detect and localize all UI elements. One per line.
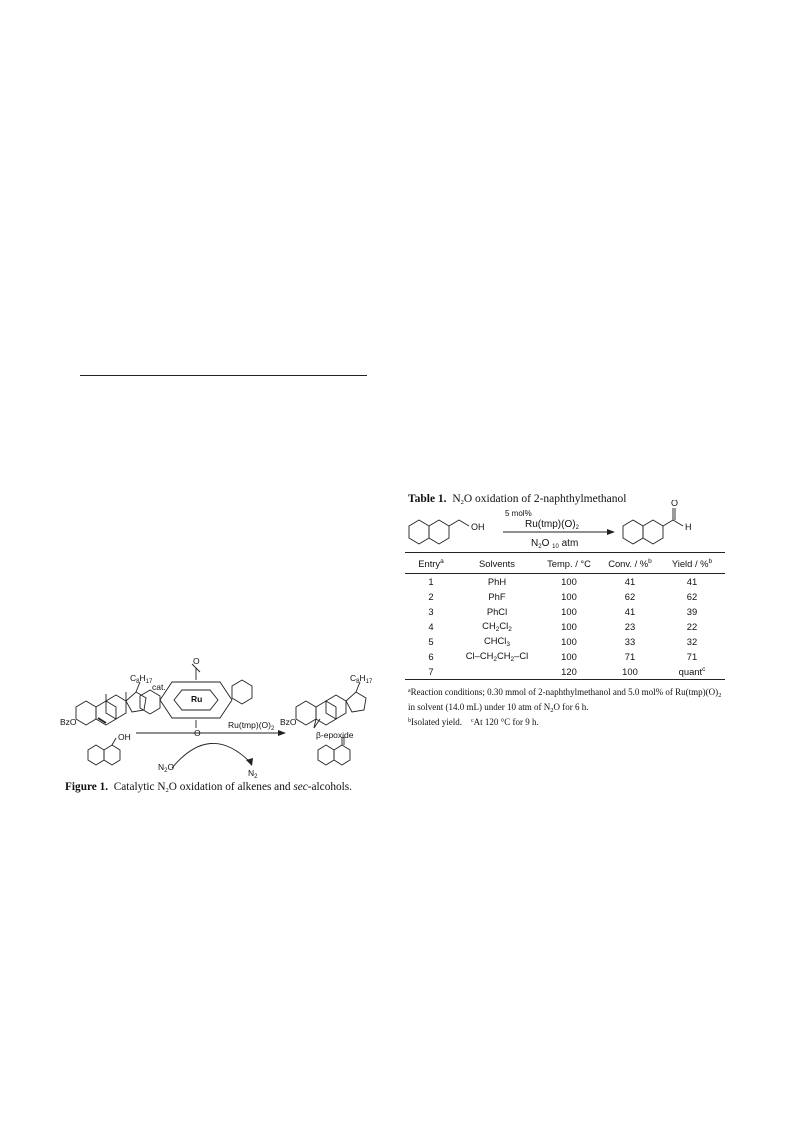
product-h: H bbox=[685, 522, 692, 532]
footnote-bc: $^b$Isolated yield. $^c$At 120 °C for 9 h. bbox=[408, 717, 539, 727]
cell-temp: 120 bbox=[561, 666, 577, 677]
cell-entry: 3 bbox=[428, 606, 434, 617]
cell-entry: 5 bbox=[428, 636, 434, 647]
cell-temp: 100 bbox=[561, 606, 577, 617]
figure-label: Figure 1. bbox=[65, 781, 109, 793]
header-solvents: Solvents bbox=[479, 557, 515, 569]
footnote-a: $^a$Reaction conditions; 0.30 mmol of 2-naphthylmethanol and 5.0 mol% of $Ru(tmp)(O)_2$ in solvent (14.0 mL) under 10 atm of $N_2O$ for 6 h. bbox=[408, 687, 722, 714]
cell-solvent: $CH_2Cl_2$ bbox=[482, 620, 512, 633]
table-header-row bbox=[405, 553, 725, 573]
header-conv: Conv. / %$^b$ bbox=[608, 557, 652, 569]
cell-solvent: PhF bbox=[488, 591, 506, 602]
cell-conv: 33 bbox=[624, 636, 636, 647]
section-rule bbox=[80, 375, 367, 376]
cell-yield: 62 bbox=[686, 591, 698, 602]
cell-conv: 62 bbox=[624, 591, 636, 602]
product-o: O bbox=[671, 500, 679, 508]
cell-conv: 71 bbox=[624, 651, 636, 662]
oxo-top: O bbox=[193, 656, 200, 666]
table-bottom-rule bbox=[405, 679, 725, 680]
table-row bbox=[405, 574, 725, 589]
cell-temp: 100 bbox=[561, 636, 577, 647]
cell-yield: 41 bbox=[686, 576, 698, 587]
results-table bbox=[405, 552, 725, 680]
table-title-1: N bbox=[452, 493, 461, 505]
cell-entry: 4 bbox=[428, 621, 434, 632]
cell-solvent: PhCl bbox=[486, 606, 508, 617]
table-row bbox=[405, 664, 725, 679]
cell-solvent: CHCl$_3$ bbox=[483, 635, 511, 648]
steroid-substrate bbox=[76, 682, 146, 725]
figure-caption bbox=[65, 781, 395, 794]
table-row bbox=[405, 589, 725, 604]
cell-temp: 100 bbox=[561, 651, 577, 662]
table-body bbox=[405, 574, 725, 679]
substrate-oh: OH bbox=[471, 522, 485, 532]
cell-temp: 100 bbox=[561, 621, 577, 632]
substituent-label-right: $C_8H_{17}$ bbox=[350, 673, 373, 685]
tetralol bbox=[88, 738, 120, 765]
catalyst-formula: $Ru(tmp)(O)_2$ bbox=[228, 720, 275, 732]
cell-conv: 23 bbox=[624, 621, 636, 632]
cell-yield: 32 bbox=[686, 636, 698, 647]
table-scheme bbox=[405, 500, 735, 550]
table-row bbox=[405, 649, 725, 664]
curved-arrow bbox=[172, 743, 250, 768]
naphthyl-scheme bbox=[405, 500, 735, 552]
oxidant-label: $N_2O$ bbox=[158, 762, 175, 774]
cell-entry: 6 bbox=[428, 651, 434, 662]
cell-temp: 100 bbox=[561, 591, 577, 602]
table-row bbox=[405, 604, 725, 619]
bzo-left: BzO bbox=[60, 717, 77, 727]
table-title-sub: 2 bbox=[460, 499, 464, 506]
catalyst-cat-label: cat. bbox=[152, 682, 166, 692]
header-temp: Temp. / °C bbox=[547, 557, 591, 569]
scheme-catalyst: $Ru(tmp)(O)_2$ bbox=[525, 519, 579, 531]
table-title-2: O oxidation of 2-naphthylmethanol bbox=[463, 493, 627, 505]
steroid-epoxide bbox=[296, 682, 366, 728]
oxo-bottom: O bbox=[194, 728, 201, 738]
metal-label: Ru bbox=[191, 694, 203, 704]
cell-entry: 7 bbox=[428, 666, 434, 677]
table-row bbox=[405, 634, 725, 649]
table-label: Table 1. bbox=[408, 493, 447, 505]
catalyst-loading: 5 mol% bbox=[505, 509, 532, 518]
cell-yield: 22 bbox=[686, 621, 698, 632]
bzo-right: BzO bbox=[280, 717, 297, 727]
hydroxyl-label: OH bbox=[118, 732, 131, 742]
caption-text-2: O oxidation of alkenes and bbox=[168, 781, 294, 793]
header-yield: Yield / %$^b$ bbox=[671, 557, 713, 569]
cell-temp: 100 bbox=[561, 576, 577, 587]
cell-conv: 100 bbox=[622, 666, 638, 677]
cell-entry: 2 bbox=[428, 591, 434, 602]
scheme-conditions: $N_2O$ $_{10}$ atm bbox=[531, 538, 579, 550]
caption-text-1: Catalytic N bbox=[113, 781, 166, 793]
cell-yield: quant$^c$ bbox=[678, 666, 706, 677]
cell-conv: 41 bbox=[624, 576, 636, 587]
caption-italic: sec bbox=[293, 781, 308, 793]
substituent-label-left: $C_8H_{17}$ bbox=[130, 673, 153, 685]
byproduct-label: $N_2$ bbox=[248, 768, 258, 780]
cell-yield: 71 bbox=[686, 651, 698, 662]
cell-solvent: PhH bbox=[487, 576, 507, 587]
table-footnotes bbox=[408, 686, 728, 729]
caption-text-3: -alcohols. bbox=[307, 781, 352, 793]
caption-sub: 2 bbox=[165, 787, 169, 794]
table-row bbox=[405, 619, 725, 634]
epoxide-label: β-epoxide bbox=[316, 730, 354, 740]
cell-yield: 39 bbox=[686, 606, 698, 617]
figure-1-scheme bbox=[60, 656, 400, 780]
cell-entry: 1 bbox=[428, 576, 434, 587]
cell-conv: 41 bbox=[624, 606, 636, 617]
cell-solvent: $Cl-CH_2CH_2-Cl$ bbox=[465, 650, 529, 663]
header-entry: Entry$^a$ bbox=[418, 557, 444, 569]
tetralone bbox=[318, 737, 350, 765]
